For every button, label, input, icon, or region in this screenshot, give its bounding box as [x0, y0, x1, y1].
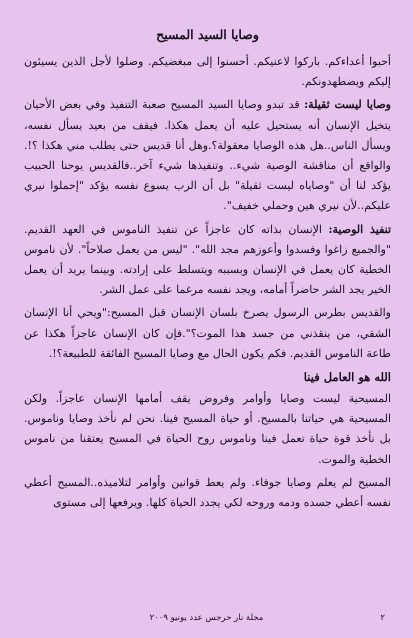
paragraph-text: والقديس بطرس الرسول يصرخ بلسان الإنسان قبل المسيح:"ويحي أنا الإنسان الشقي، من ينقذني من جسد هذا الموت؟".فإن كان الإنسان عاجزاً هكذا عن طاعة الناموس القديم. فكم يكون الحال مع وصايا المسيح الفائقة للطبيعة؟!. — [24, 306, 391, 360]
page-title: وصايا السيد المسيح — [156, 27, 259, 42]
paragraph-lead: وصايا ليست ثقيلة: — [304, 98, 391, 112]
paragraph-3 — [24, 220, 391, 301]
paragraph-text: الإنسان بذاته كان عاجزاً عن تنفيذ الناموس في العهد القديم. "والجميع زاغوا وفسدوا وأعوزهم مجد الله". "ليس من يعمل صلاحاً". لأن ناموس الخطية كان يعمل في الإنسان وبسببه ويتسلط على إرادته. وبينما يريد أن يعمل الخير يجد الشر حاضراً أمامه، ويجد نفسه مرغما على عمل الشر. — [24, 222, 391, 297]
paragraph-1 — [24, 52, 391, 92]
section-heading: الله هو العامل فينا — [303, 370, 391, 385]
paragraph-5: المسيحية ليست وصايا وأوامر وفروض يقف أمامها الإنسان عاجزاً. ولكن المسيحية هي حياتنا بالمسيح. أو حياة المسيح فينا. نحن لم نأخذ وصايا وناموس. بل نأخذ قوة حياة تعمل فينا وناموس روح الحياة في المسيح يعتقنا من ناموس الخطية والموت. — [24, 392, 391, 466]
paragraph-4 — [24, 303, 391, 364]
issue-label: مجلة نار حرجس عدد يونيو ٢٠٠٩ — [149, 613, 264, 623]
paragraph-2 — [24, 95, 391, 216]
paragraph-6: المسيح لم يعلم وصايا جوفاء. ولم يعط قوانين وأوامر لتلاميذه..المسيح أعطي نفسه أعطي جسده ودمه وروحه لكي يجدد الحياة كلها. ويرفعها إلى مستوى — [24, 475, 391, 510]
page-number: ٢ — [380, 613, 385, 623]
paragraph-text: أحبوا أعداءكم. باركوا لاعنيكم. أحسنوا إلى مبغضيكم. وصلوا لأجل الذين يسيئون إليكم ويضطهدونكم. — [24, 55, 391, 89]
paragraph-text: قد تبدو وصايا السيد المسيح صعبة التنفيذ وفي بعض الأحيان يتخيل الإنسان أنه يستحيل عليه أن يعمل هكذا. فيقف من بعيد يسأل نفسه، ويسأل الناس..هل هذه الوصايا معقولة؟.وهل أنا قديس حتى يطلب مني هكذا ؟!. والواقع أن مناقشة الوصية شيء.. وتنفيذها شيء آخر..فالقديس يوحنا الحبيب يؤكد لنا أن "وصاياه ليست ثقيلة" بل أن الرب يسوع نفسه يؤكد "إحملوا نيري عليكم..لأن نيري هين وحملي خفيف". — [24, 98, 391, 213]
page-footer — [28, 612, 385, 624]
paragraph-lead: تنفيذ الوصية: — [328, 222, 392, 236]
